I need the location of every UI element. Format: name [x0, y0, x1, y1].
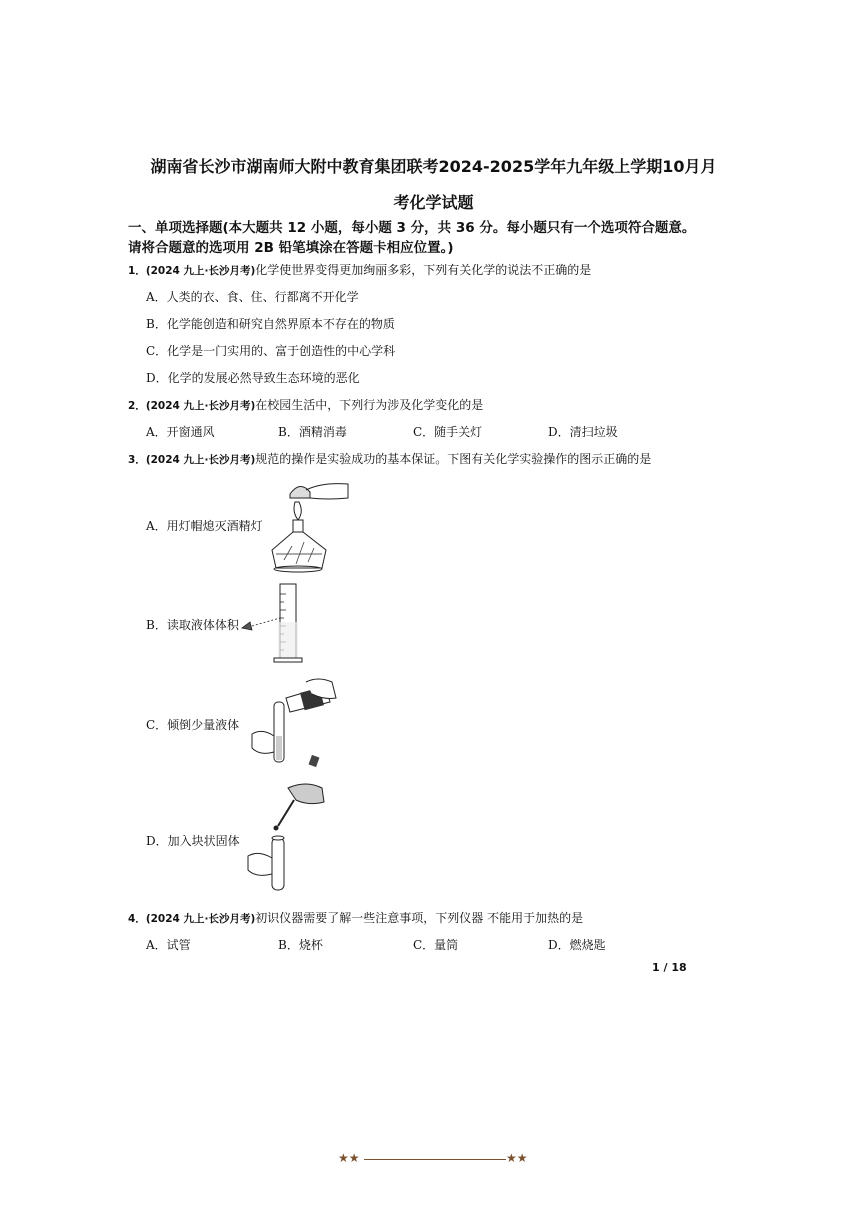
footer-ornament	[338, 1152, 532, 1168]
question-1-stem	[128, 261, 591, 278]
question-text: 化学使世界变得更加绚丽多彩，下列有关化学的说法不正确的是	[255, 263, 592, 277]
question-source: (2024 九上·长沙月考)	[145, 400, 256, 412]
question-source: (2024 九上·长沙月考)	[145, 913, 256, 925]
q3-option-d: D．加入块状固体	[146, 834, 240, 848]
question-source: (2024 九上·长沙月考)	[145, 454, 256, 466]
document-title-line2: 考化学试题	[393, 193, 474, 212]
adding-solid-figure	[240, 782, 330, 894]
footer-stars-left: ★★	[338, 1151, 360, 1165]
q3-option-a: A．用灯帽熄灭酒精灯	[146, 519, 263, 533]
section-heading-line1: 一、单项选择题(本大题共 12 小题，每小题 3 分，共 36 分。每小题只有一个选项符合题意。	[128, 220, 696, 236]
q2-option-c: C．随手关灯	[413, 425, 483, 439]
q4-option-c: C．量筒	[413, 938, 459, 952]
footer-stars-right: ★★	[506, 1151, 528, 1165]
pouring-liquid-figure	[246, 676, 342, 776]
q3-option-c: C．倾倒少量液体	[146, 718, 240, 732]
question-2-stem	[128, 396, 483, 413]
question-number: 2．	[128, 400, 146, 412]
footer-divider	[364, 1159, 506, 1160]
question-text: 规范的操作是实验成功的基本保证。下图有关化学实验操作的图示正确的是	[255, 452, 652, 466]
graduated-cylinder-figure	[238, 580, 308, 666]
document-title-line1: 湖南省长沙市湖南师大附中教育集团联考2024-2025学年九年级上学期10月月	[150, 157, 717, 176]
alcohol-lamp-figure	[262, 476, 354, 576]
q4-option-b: B．烧杯	[278, 938, 323, 952]
question-source: (2024 九上·长沙月考)	[145, 265, 256, 277]
question-text: 在校园生活中，下列行为涉及化学变化的是	[255, 398, 484, 412]
question-number: 1．	[128, 265, 146, 277]
q1-option-b: B．化学能创造和研究自然界原本不存在的物质	[146, 317, 395, 331]
q2-option-b: B．酒精消毒	[278, 425, 347, 439]
question-number: 4．	[128, 913, 146, 925]
q4-option-d: D．燃烧匙	[548, 938, 606, 952]
q3-option-b: B．读取液体体积	[146, 618, 239, 632]
q4-option-a: A．试管	[146, 938, 191, 952]
q2-option-a: A．开窗通风	[146, 425, 215, 439]
section-heading-line2: 请将合题意的选项用 2B 铅笔填涂在答题卡相应位置。)	[128, 240, 454, 256]
question-text: 初识仪器需要了解一些注意事项，下列仪器 不能用于加热的是	[255, 911, 584, 925]
page-number: 1 / 18	[652, 961, 687, 974]
question-number: 3．	[128, 454, 146, 466]
question-3-stem	[128, 450, 651, 467]
q1-option-c: C．化学是一门实用的、富于创造性的中心学科	[146, 344, 396, 358]
q1-option-d: D．化学的发展必然导致生态环境的恶化	[146, 371, 360, 385]
section-heading	[128, 218, 728, 258]
q2-option-d: D．清扫垃圾	[548, 425, 618, 439]
q1-option-a: A．人类的衣、食、住、行都离不开化学	[146, 290, 359, 304]
question-4-stem	[128, 909, 583, 926]
